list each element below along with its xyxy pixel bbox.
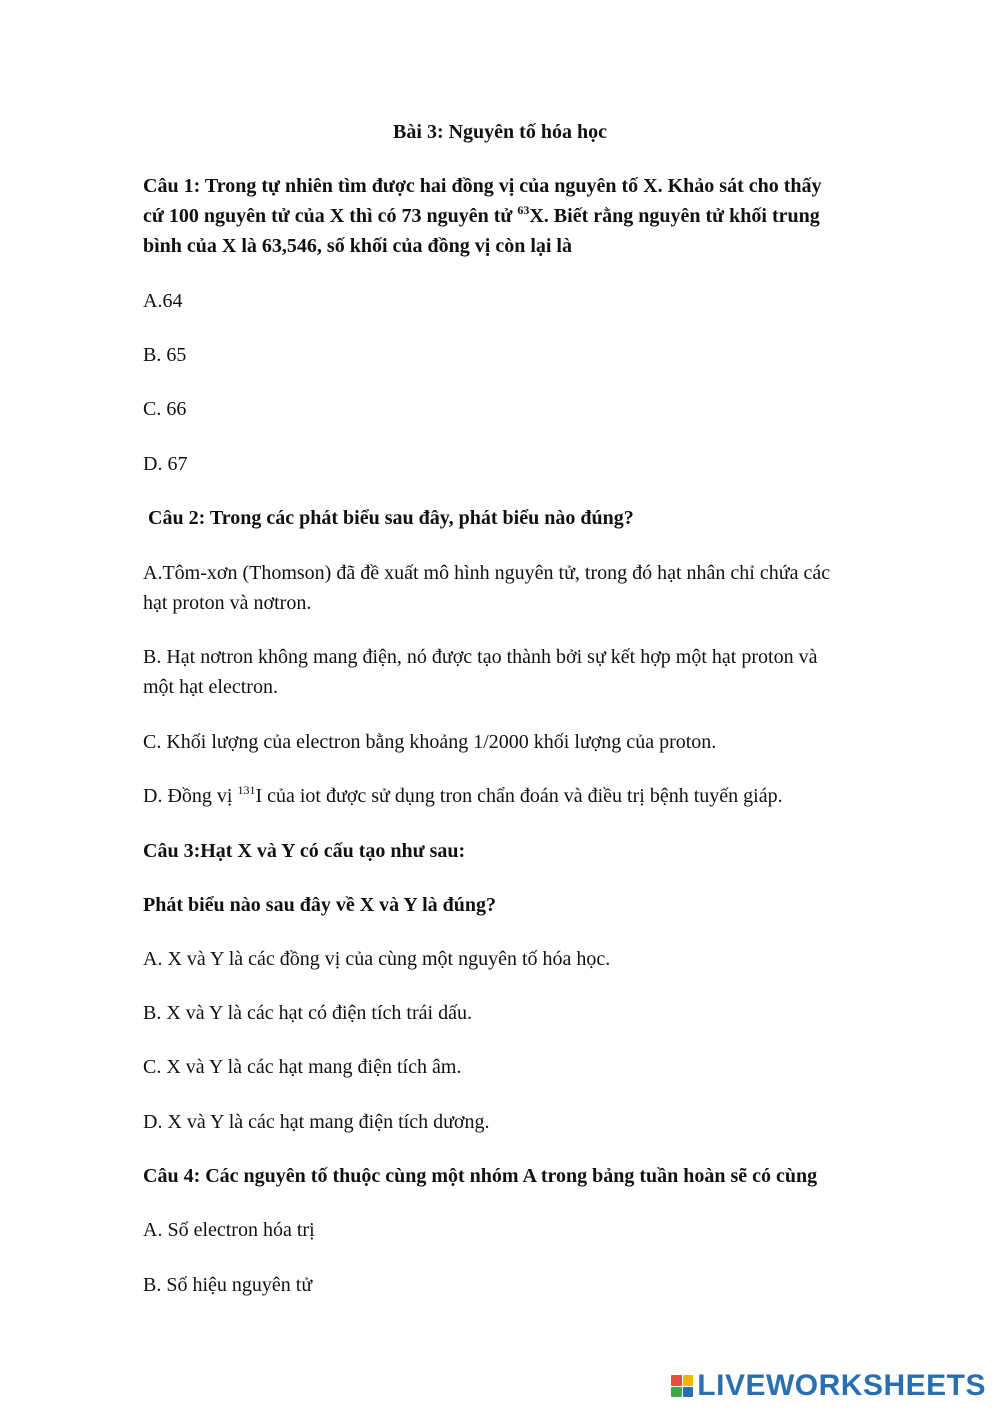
logo-square-red <box>671 1375 682 1386</box>
q2-option-a-line-1: A.Tôm-xơn (Thomson) đã đề xuất mô hình nguyên tử, trong đó hạt nhân chỉ chứa các <box>143 562 831 584</box>
q2-option-d <box>143 781 903 813</box>
liveworksheets-logo-text: LIVEWORKSHEETS <box>697 1369 986 1402</box>
liveworksheets-logo <box>671 1366 986 1406</box>
logo-square-blue <box>683 1387 694 1398</box>
page-title: Bài 3: Nguyên tố hóa học <box>393 121 607 143</box>
q3-option-d: D. X và Y là các hạt mang điện tích dương. <box>143 1111 490 1133</box>
question-4: Câu 4: Các nguyên tố thuộc cùng một nhóm A trong bảng tuần hoàn sẽ có cùng <box>143 1165 818 1187</box>
question-1-line-3: bình của X là 63,546, số khối của đồng vị còn lại là <box>143 235 572 257</box>
question-1-line-2-text-end: X. Biết rằng nguyên tử khối trung <box>529 205 820 227</box>
q2-option-d-text: D. Đồng vị <box>143 785 238 807</box>
liveworksheets-logo-icon <box>671 1375 693 1397</box>
q2-option-a-line-2: hạt proton và nơtron. <box>143 592 312 614</box>
iodine-isotope-superscript: 131 <box>237 783 256 797</box>
question-2: Câu 2: Trong các phát biểu sau đây, phát biểu nào đúng? <box>148 507 634 529</box>
q1-option-d: D. 67 <box>143 453 188 475</box>
q2-option-b-line-2: một hạt electron. <box>143 676 278 698</box>
q2-option-d-text-end: I của iot được sử dụng tron chẩn đoán và điều trị bệnh tuyến giáp. <box>255 785 783 807</box>
question-1-line-2-text: cứ 100 nguyên tử của X thì có 73 nguyên tử <box>143 205 518 227</box>
logo-square-green <box>671 1387 682 1398</box>
q3-option-b: B. X và Y là các hạt có điện tích trái dấu. <box>143 1002 472 1024</box>
q1-option-b: B. 65 <box>143 344 187 366</box>
question-1-line-1: Câu 1: Trong tự nhiên tìm được hai đồng vị của nguyên tố X. Khảo sát cho thấy <box>143 175 822 197</box>
logo-square-yellow <box>683 1375 694 1386</box>
q4-option-b: B. Số hiệu nguyên tử <box>143 1274 313 1296</box>
q1-option-c: C. 66 <box>143 398 187 420</box>
isotope-mass-superscript: 63 <box>517 203 530 217</box>
question-1-line-2 <box>143 201 903 233</box>
question-3: Câu 3:Hạt X và Y có cấu tạo như sau: <box>143 840 466 862</box>
q3-option-c: C. X và Y là các hạt mang điện tích âm. <box>143 1056 462 1078</box>
q2-option-c: C. Khối lượng của electron bằng khoảng 1/2000 khối lượng của proton. <box>143 731 717 753</box>
q4-option-a: A. Số electron hóa trị <box>143 1219 315 1241</box>
q2-option-b-line-1: B. Hạt nơtron không mang điện, nó được tạo thành bởi sự kết hợp một hạt proton và <box>143 646 818 668</box>
q1-option-a: A.64 <box>143 290 183 312</box>
q3-option-a: A. X và Y là các đồng vị của cùng một nguyên tố hóa học. <box>143 948 611 970</box>
question-3-prompt: Phát biểu nào sau đây về X và Y là đúng? <box>143 894 497 916</box>
